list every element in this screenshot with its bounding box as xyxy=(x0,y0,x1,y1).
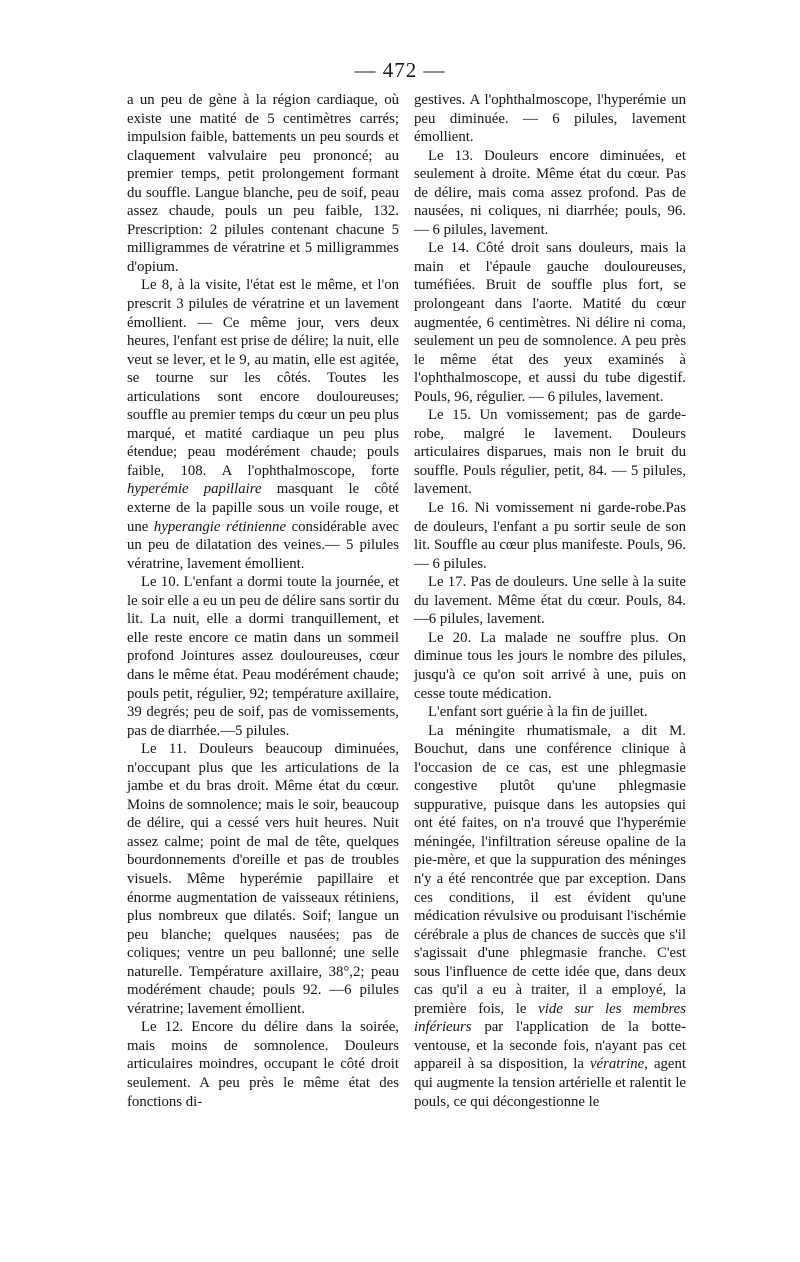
paragraph xyxy=(414,239,686,406)
paragraph xyxy=(414,406,686,499)
text-run: Le 12. Encore du délire dans la soirée, mais moins de somnolence. Douleurs articulaires moindres, occupant le côté droit seulement. A peu près le même état des fonctions di- xyxy=(127,1019,399,1110)
text-run: a un peu de gène à la région cardiaque, où existe une matité de 5 centimètres carrés; impulsion faible, battements un peu sourds et claquement valvulaire peu prononcé; au premier temps, petit prolongement formant du souffle. Langue blanche, peu de soif, peau assez chaude, pouls un peu faible, 132. Prescription: 2 pilules contenant chacune 5 milligrammes de vératrine et 5 milligrammes d'opium. xyxy=(127,92,399,275)
italic-text: hyperémie papillaire xyxy=(127,481,262,498)
italic-text: hyperangie rétinienne xyxy=(153,518,287,535)
right-column xyxy=(414,91,686,1111)
paragraph xyxy=(414,629,686,703)
text-run: considérable avec un peu de dilatation des veines.— 5 pilules vératrine, lavement émollient. xyxy=(127,518,399,572)
text-run: par l'application de la botte-ventouse, et la seconde fois, n'ayant pas cet appareil à sa disposition, la xyxy=(414,1019,686,1073)
left-column xyxy=(127,91,399,1111)
paragraph xyxy=(414,91,686,147)
text-run: L'enfant sort guérie à la fin de juillet. xyxy=(428,704,648,721)
text-run: Le 11. Douleurs beaucoup diminuées, n'occupant plus que les articulations de la jambe et du bras droit. Même état du cœur. Moins de somnolence; mais le soir, beaucoup de délire, qui a cessé vers huit heures. Nuit assez calme; point de mal de tête, quelques bourdonnements d'oreille et pas de troubles visuels. Même hyperémie papillaire et énorme augmentation de vaisseaux rétiniens, plus nombreux que dilatés. Soif; langue un peu blanche; quelques nausées; pas de coliques; ventre un peu ballonné; une selle naturelle. Température axillaire, 38°,2; peau modérément chaude; pouls 92. —6 pilules vératrine; lavement émollient. xyxy=(127,741,399,1017)
text-run: , agent qui augmente la tension artérielle et ralentit le pouls, ce qui décongestionne le xyxy=(414,1056,686,1110)
text-run: masquant le côté externe de la papille sous un voile rouge, et une xyxy=(127,481,399,535)
paragraph xyxy=(414,573,686,629)
paragraph xyxy=(414,722,686,1111)
paragraph xyxy=(127,276,399,573)
paragraph xyxy=(127,91,399,276)
text-run: Le 8, à la visite, l'état est le même, et l'on prescrit 3 pilules de vératrine et un lavement émollient. — Ce même jour, vers deux heures, l'enfant est prise de délire; la nuit, elle veut se lever, et le 9, au matin, elle est agitée, se tourne sur les côtés. Toutes les articulations sont encore douloureuses; souffle au premier temps du cœur un peu plus marqué, et matité cardiaque un peu plus étendue; peau modérément chaude; pouls faible, 108. A l'ophthalmoscope, forte xyxy=(127,277,399,479)
text-run: Le 16. Ni vomissement ni garde-robe.Pas de douleurs, l'enfant a pu sortir seule de son lit. Souffle au cœur plus manifeste. Pouls, 96. — 6 pilules. xyxy=(414,500,686,572)
paragraph xyxy=(127,740,399,1018)
paragraph xyxy=(414,703,686,722)
paragraph xyxy=(414,147,686,240)
paragraph xyxy=(127,573,399,740)
text-run: gestives. A l'ophthalmoscope, l'hyperémie un peu diminuée. — 6 pilules, lavement émollient. xyxy=(414,92,686,146)
text-run: Le 13. Douleurs encore diminuées, et seulement à droite. Même état du cœur. Pas de délire, mais coma assez profond. Pas de nausées, ni coliques, ni diarrhée; pouls, 96. — 6 pilules, lavement. xyxy=(414,147,686,238)
italic-text: vératrine xyxy=(589,1056,645,1073)
text-run: Le 14. Côté droit sans douleurs, mais la main et l'épaule gauche douloureuses, tuméfiées. Bruit de souffle plus fort, se prolongeant dans l'aorte. Matité du cœur augmentée, 6 centimètres. Ni délire ni coma, seulement un peu de somnolence. A peu près le même état des yeux examinés à l'ophthalmoscope, et aussi du tube digestif. Pouls, 96, régulier. — 6 pilules, lavement. xyxy=(414,240,686,405)
text-run: Le 17. Pas de douleurs. Une selle à la suite du lavement. Même état du cœur. Pouls, 84.—6 pilules, lavement. xyxy=(414,574,686,628)
paragraph xyxy=(127,1018,399,1111)
text-run: La méningite rhumatismale, a dit M. Bouchut, dans une conférence clinique à l'occasion de ce cas, est une phlegmasie congestive plutôt qu'une phlegmasie suppurative, puisque dans les autopsies qui ont été faites, on n'a trouvé que l'hyperémie méningée, l'infiltration séreuse opaline de la pie-mère, et que la suppuration des méninges n'y a été rencontrée que par exception. Dans ces conditions, il est évident qu'une médication révulsive ou produisant l'ischémie cérébrale a plus de chances de succès que s'il s'agissait d'une phlegmasie franche. C'est sous l'influence de cette idée que, dans deux cas qu'il a eu à traiter, il a employé, la première fois, le xyxy=(414,722,686,1017)
text-run: Le 15. Un vomissement; pas de garde-robe, malgré le lavement. Douleurs articulaires disparues, mais non le bruit du souffle. Pouls régulier, petit, 84. — 5 pilules, lavement. xyxy=(414,407,686,498)
text-run: Le 20. La malade ne souffre plus. On diminue tous les jours le nombre des pilules, jusqu'à ce qu'on soit arrivé à une, puis on cesse toute médication. xyxy=(414,629,686,702)
paragraph xyxy=(414,499,686,573)
page-number: — 472 — xyxy=(354,58,446,82)
italic-text: vide sur les membres inférieurs xyxy=(414,1000,686,1036)
text-run: Le 10. L'enfant a dormi toute la journée, et le soir elle a eu un peu de délire sans sortir du lit. La nuit, elle a dormi tranquillement, et elle reste encore ce matin dans un sommeil profond Jointures assez douloureuses, cœur dans le même état. Peau modérément chaude; pouls petit, régulier, 92; température axillaire, 39 degrés; peu de soif, pas de vomissements, pas de diarrhée.—5 pilules. xyxy=(127,574,399,739)
